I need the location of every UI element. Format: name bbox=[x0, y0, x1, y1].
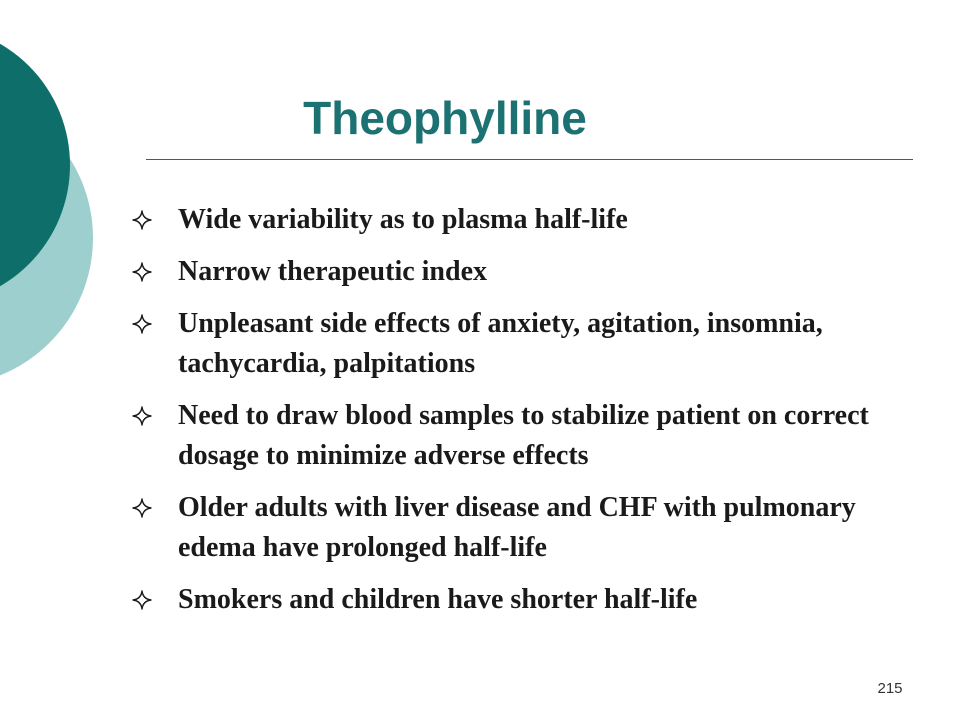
bullet-list bbox=[132, 200, 922, 632]
bullet-item bbox=[132, 396, 922, 476]
bullet-text: Smokers and children have shorter half-life bbox=[178, 584, 698, 615]
bullet-text: Older adults with liver disease and CHF with pulmonary edema have prolonged half-life bbox=[178, 492, 856, 563]
decorative-circles bbox=[0, 0, 110, 400]
bullet-item bbox=[132, 304, 922, 384]
bullet-item bbox=[132, 580, 922, 620]
bullet-item bbox=[132, 200, 922, 240]
hollow-star-bullet-icon bbox=[132, 262, 152, 282]
bullet-text: Unpleasant side effects of anxiety, agitation, insomnia, tachycardia, palpitations bbox=[178, 308, 823, 379]
bullet-text: Wide variability as to plasma half-life bbox=[178, 204, 628, 235]
title-divider bbox=[146, 159, 913, 160]
bullet-text: Narrow therapeutic index bbox=[178, 256, 487, 287]
hollow-star-bullet-icon bbox=[132, 498, 152, 518]
bullet-item bbox=[132, 488, 922, 568]
hollow-star-bullet-icon bbox=[132, 314, 152, 334]
hollow-star-bullet-icon bbox=[132, 406, 152, 426]
slide-title: Theophylline bbox=[303, 92, 587, 144]
bullet-text: Need to draw blood samples to stabilize patient on correct dosage to minimize adverse effects bbox=[178, 400, 869, 471]
hollow-star-bullet-icon bbox=[132, 590, 152, 610]
page-number: 215 bbox=[877, 680, 903, 697]
hollow-star-bullet-icon bbox=[132, 210, 152, 230]
bullet-item bbox=[132, 252, 922, 292]
